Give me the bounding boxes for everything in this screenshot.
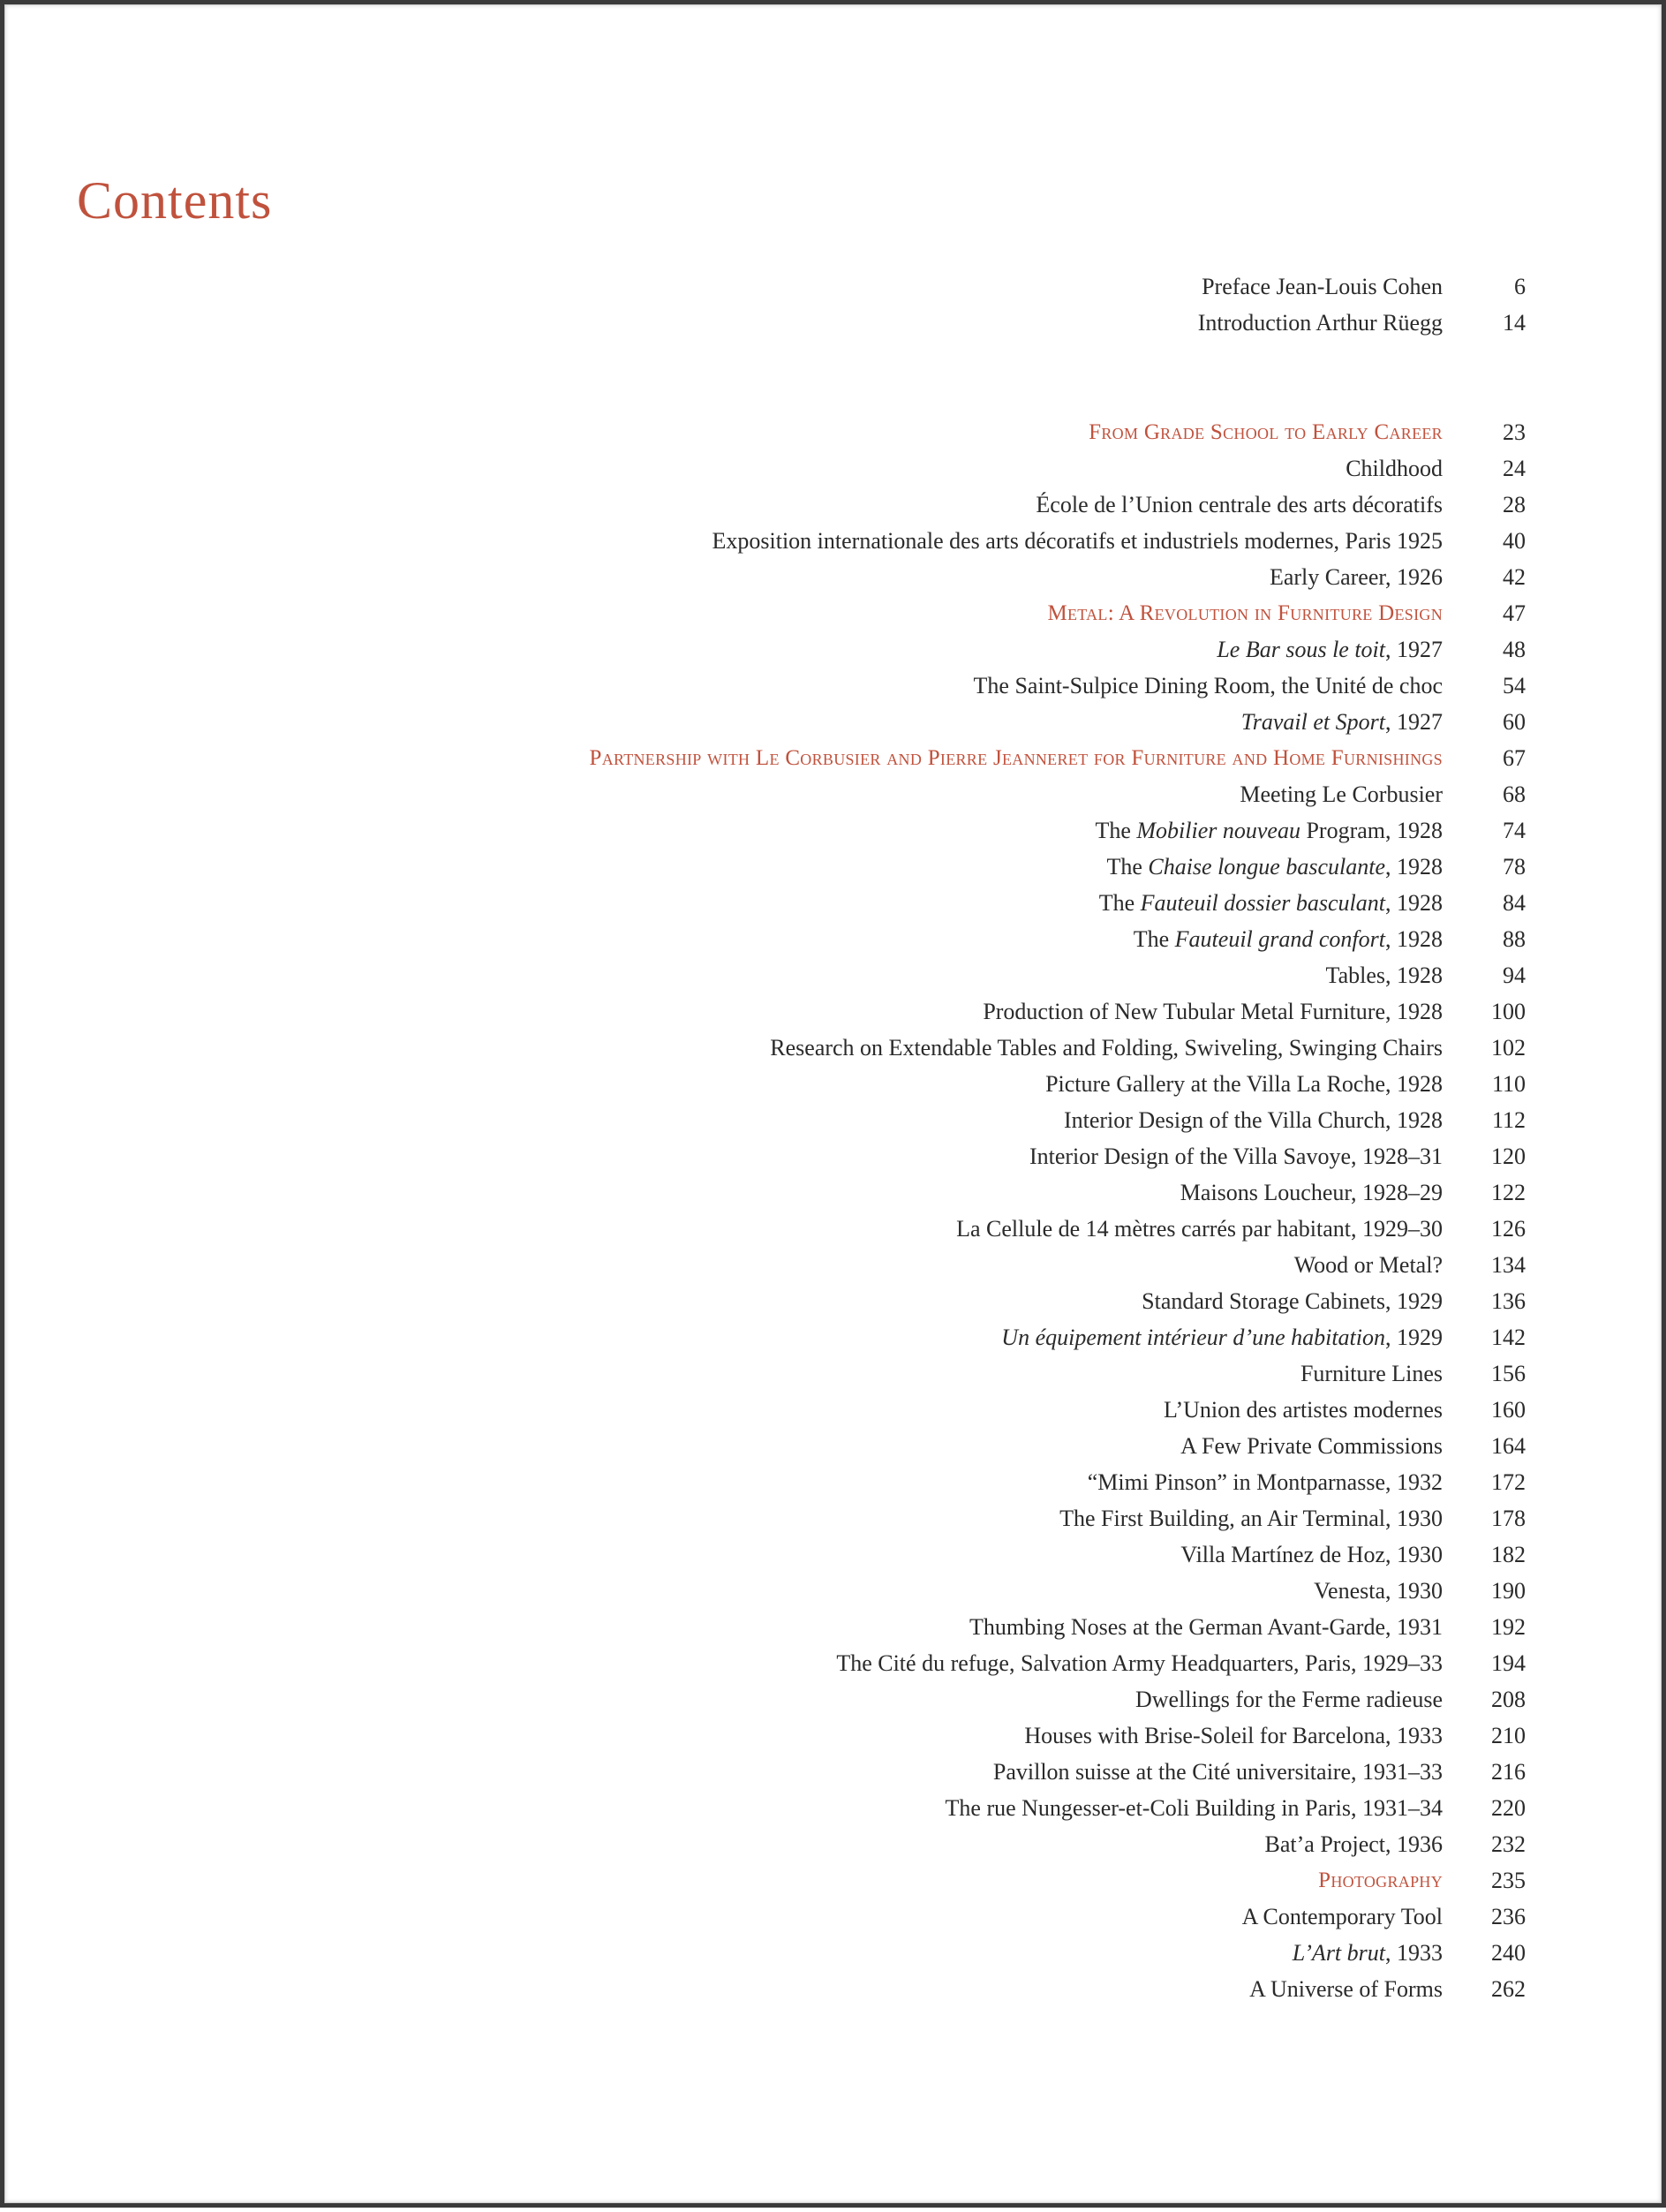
- toc-entry: [4, 1755, 1666, 1790]
- toc-entry: [4, 1827, 1666, 1862]
- toc-entry-title: Research on Extendable Tables and Folding, Swiveling, Swinging Chairs: [770, 1035, 1443, 1061]
- toc-entry-title: Thumbing Noses at the German Avant-Garde, 1931: [969, 1614, 1443, 1640]
- toc-page-number: 236: [1491, 1904, 1526, 1929]
- toc-entry-title: Exposition internationale des arts décoratifs et industriels modernes, Paris 1925: [712, 528, 1443, 554]
- toc-entry-title: “Mimi Pinson” in Montparnasse, 1932: [1087, 1469, 1443, 1495]
- toc-entry-title: Standard Storage Cabinets, 1929: [1142, 1288, 1443, 1314]
- toc-page-number: 112: [1491, 1107, 1526, 1133]
- toc-entry: [4, 1031, 1666, 1066]
- toc-entry: [4, 1320, 1666, 1355]
- toc-entry: [4, 1356, 1666, 1392]
- italic-title-part: Travail et Sport: [1240, 709, 1385, 735]
- toc-section-heading: [4, 415, 1666, 450]
- toc-entry-title: Childhood: [1346, 456, 1443, 481]
- toc-page-number: 126: [1491, 1216, 1526, 1242]
- italic-title-part: Fauteuil dossier basculant: [1140, 890, 1385, 916]
- toc-page-number: 23: [1503, 419, 1526, 445]
- toc-entry: [4, 451, 1666, 487]
- toc-entry-title: Villa Martínez de Hoz, 1930: [1180, 1542, 1443, 1567]
- toc-entry-title: Wood or Metal?: [1293, 1252, 1443, 1278]
- toc-entry: [4, 994, 1666, 1030]
- toc-entry: [4, 1465, 1666, 1500]
- toc-section-title: Photography: [1318, 1868, 1443, 1892]
- toc-entry-title: École de l’Union centrale des arts décoratifs: [1036, 492, 1443, 517]
- toc-page-number: 54: [1503, 673, 1526, 698]
- toc-entry: [4, 1212, 1666, 1247]
- toc-page-number: 190: [1491, 1578, 1526, 1604]
- toc-entry: [4, 524, 1666, 559]
- toc-entry-title: Interior Design of the Villa Savoye, 1928–31: [1029, 1144, 1443, 1169]
- toc-entry: [4, 922, 1666, 957]
- toc-page-number: 84: [1503, 890, 1526, 916]
- toc-entry-title: [1099, 886, 1443, 921]
- toc-entry-title: [1095, 813, 1443, 849]
- title-part: The: [1133, 926, 1175, 952]
- toc-entry: [4, 705, 1666, 740]
- title-part: The: [1106, 854, 1149, 880]
- toc-entry: [4, 1537, 1666, 1573]
- toc-page-number: 40: [1503, 528, 1526, 554]
- toc-entry: [4, 306, 1666, 341]
- title-part: Program, 1928: [1300, 818, 1443, 843]
- toc-entry-title: [1241, 705, 1443, 740]
- toc-section-heading: [4, 596, 1666, 631]
- toc-page-number: 28: [1503, 492, 1526, 517]
- toc-page-number: 47: [1503, 600, 1526, 626]
- toc-page-number: 60: [1503, 709, 1526, 735]
- toc-entry-title: Picture Gallery at the Villa La Roche, 1928: [1045, 1071, 1443, 1097]
- title-part: , 1928: [1385, 926, 1443, 952]
- toc-entry-title: Preface Jean-Louis Cohen: [1202, 274, 1443, 299]
- toc-entry: [4, 269, 1666, 305]
- toc-entry-title: The Saint-Sulpice Dining Room, the Unité de choc: [973, 673, 1443, 698]
- toc-page-number: 136: [1491, 1288, 1526, 1314]
- toc-entry-title: Dwellings for the Ferme radieuse: [1135, 1687, 1443, 1712]
- toc-entry-title: Bat’a Project, 1936: [1264, 1831, 1443, 1857]
- toc-entry: [4, 1248, 1666, 1283]
- toc-page-number: 68: [1503, 781, 1526, 807]
- toc-entry-title: A Contemporary Tool: [1241, 1904, 1443, 1929]
- toc-entry: [4, 1103, 1666, 1138]
- table-of-contents: [4, 4, 1666, 2212]
- italic-title-part: Mobilier nouveau: [1136, 818, 1300, 843]
- toc-page-number: 160: [1491, 1397, 1526, 1423]
- toc-page-number: 102: [1491, 1035, 1526, 1061]
- toc-entry-title: Pavillon suisse at the Cité universitaire, 1931–33: [992, 1759, 1443, 1785]
- toc-entry-title: Houses with Brise-Soleil for Barcelona, 1933: [1024, 1723, 1443, 1748]
- toc-entry: [4, 1610, 1666, 1645]
- page-title: Contents: [77, 171, 273, 230]
- toc-entry-title: Furniture Lines: [1300, 1361, 1443, 1386]
- toc-page-number: 220: [1491, 1795, 1526, 1821]
- toc-entry-title: A Few Private Commissions: [1180, 1433, 1443, 1459]
- toc-entry: [4, 1972, 1666, 2007]
- toc-entry: [4, 1791, 1666, 1826]
- toc-entry: [4, 668, 1666, 704]
- toc-page-number: 42: [1503, 564, 1526, 590]
- toc-page-number: 122: [1491, 1180, 1526, 1205]
- toc-page-number: 182: [1491, 1542, 1526, 1567]
- toc-page-number: 74: [1503, 818, 1526, 843]
- toc-entry-title: Meeting Le Corbusier: [1240, 781, 1443, 807]
- toc-entry-title: [1293, 1936, 1443, 1971]
- toc-entry: [4, 1718, 1666, 1754]
- toc-entry: [4, 1574, 1666, 1609]
- toc-page-number: 24: [1503, 456, 1526, 481]
- toc-page-number: 134: [1491, 1252, 1526, 1278]
- title-part: , 1927: [1385, 637, 1443, 662]
- toc-entry: [4, 1139, 1666, 1174]
- toc-entry-title: Production of New Tubular Metal Furniture, 1928: [983, 999, 1443, 1024]
- toc-entry-title: The Cité du refuge, Salvation Army Headquarters, Paris, 1929–33: [836, 1650, 1443, 1676]
- toc-page-number: 88: [1503, 926, 1526, 952]
- toc-section-heading: [4, 1863, 1666, 1899]
- toc-entry: [4, 1501, 1666, 1536]
- toc-page-number: 156: [1491, 1361, 1526, 1386]
- title-part: , 1929: [1385, 1325, 1443, 1350]
- toc-entry: [4, 1429, 1666, 1464]
- italic-title-part: Chaise longue basculante: [1148, 854, 1385, 880]
- toc-entry-title: [1106, 849, 1443, 885]
- toc-entry-title: Tables, 1928: [1325, 963, 1443, 988]
- italic-title-part: L’Art brut: [1292, 1940, 1385, 1966]
- toc-page-number: 67: [1503, 745, 1526, 771]
- toc-page-number: 14: [1503, 310, 1526, 336]
- toc-page-number: 216: [1491, 1759, 1526, 1785]
- toc-entry: [4, 1899, 1666, 1935]
- title-part: , 1927: [1385, 709, 1443, 735]
- toc-entry: [4, 1646, 1666, 1681]
- toc-entry: [4, 1393, 1666, 1428]
- toc-page-number: 164: [1491, 1433, 1526, 1459]
- toc-page-number: 232: [1491, 1831, 1526, 1857]
- toc-page-number: 110: [1491, 1071, 1526, 1097]
- toc-page-number: 208: [1491, 1687, 1526, 1712]
- toc-entry-title: Early Career, 1926: [1269, 564, 1443, 590]
- italic-title-part: Fauteuil grand confort: [1174, 926, 1385, 952]
- toc-page-number: 262: [1491, 1976, 1526, 2002]
- toc-page-number: 235: [1491, 1868, 1526, 1893]
- toc-entry: [4, 487, 1666, 523]
- toc-page-number: 192: [1491, 1614, 1526, 1640]
- toc-page-number: 78: [1503, 854, 1526, 880]
- italic-title-part: Un équipement intérieur d’une habitation: [1001, 1325, 1385, 1350]
- title-part: The: [1095, 818, 1137, 843]
- toc-entry: [4, 1682, 1666, 1718]
- toc-page-number: 6: [1514, 274, 1526, 299]
- toc-entry-title: [1217, 632, 1443, 668]
- title-part: , 1928: [1385, 890, 1443, 916]
- toc-entry: [4, 1067, 1666, 1102]
- toc-entry-title: Venesta, 1930: [1314, 1578, 1443, 1604]
- toc-page-number: 194: [1491, 1650, 1526, 1676]
- toc-entry: [4, 886, 1666, 921]
- toc-page-number: 210: [1491, 1723, 1526, 1748]
- toc-entry: [4, 849, 1666, 885]
- toc-entry: [4, 958, 1666, 993]
- toc-entry-title: A Universe of Forms: [1249, 1976, 1443, 2002]
- toc-section-title: Partnership with Le Corbusier and Pierre Jeanneret for Furniture and Home Furnishings: [589, 746, 1443, 770]
- toc-entry: [4, 1936, 1666, 1971]
- toc-entry-title: Introduction Arthur Rüegg: [1197, 310, 1443, 336]
- toc-section-title: Metal: A Revolution in Furniture Design: [1047, 601, 1443, 625]
- toc-entry-title: La Cellule de 14 mètres carrés par habitant, 1929–30: [956, 1216, 1443, 1242]
- toc-entry-title: L’Union des artistes modernes: [1163, 1397, 1443, 1423]
- toc-page-number: 172: [1491, 1469, 1526, 1495]
- title-part: , 1928: [1385, 854, 1443, 880]
- toc-entry: [4, 1175, 1666, 1211]
- toc-page-number: 94: [1503, 963, 1526, 988]
- toc-entry-title: Interior Design of the Villa Church, 1928: [1063, 1107, 1443, 1133]
- title-part: The: [1098, 890, 1141, 916]
- toc-entry-title: [1001, 1320, 1443, 1355]
- toc-section-heading: [4, 741, 1666, 776]
- toc-entry-title: The First Building, an Air Terminal, 1930: [1059, 1506, 1443, 1531]
- toc-section-title: From Grade School to Early Career: [1089, 420, 1443, 444]
- toc-entry-title: [1134, 922, 1443, 957]
- toc-entry: [4, 813, 1666, 849]
- toc-page-number: 100: [1491, 999, 1526, 1024]
- toc-entry-title: Maisons Loucheur, 1928–29: [1180, 1180, 1443, 1205]
- toc-page-number: 142: [1491, 1325, 1526, 1350]
- toc-entry: [4, 560, 1666, 595]
- toc-page-number: 240: [1491, 1940, 1526, 1966]
- toc-page-number: 48: [1503, 637, 1526, 662]
- toc-entry: [4, 1284, 1666, 1319]
- toc-page-number: 178: [1491, 1506, 1526, 1531]
- toc-entry-title: The rue Nungesser-et-Coli Building in Paris, 1931–34: [945, 1795, 1443, 1821]
- toc-entry: [4, 632, 1666, 668]
- toc-entry: [4, 777, 1666, 812]
- italic-title-part: Le Bar sous le toit: [1217, 637, 1385, 662]
- title-part: , 1933: [1385, 1940, 1443, 1966]
- toc-page-number: 120: [1491, 1144, 1526, 1169]
